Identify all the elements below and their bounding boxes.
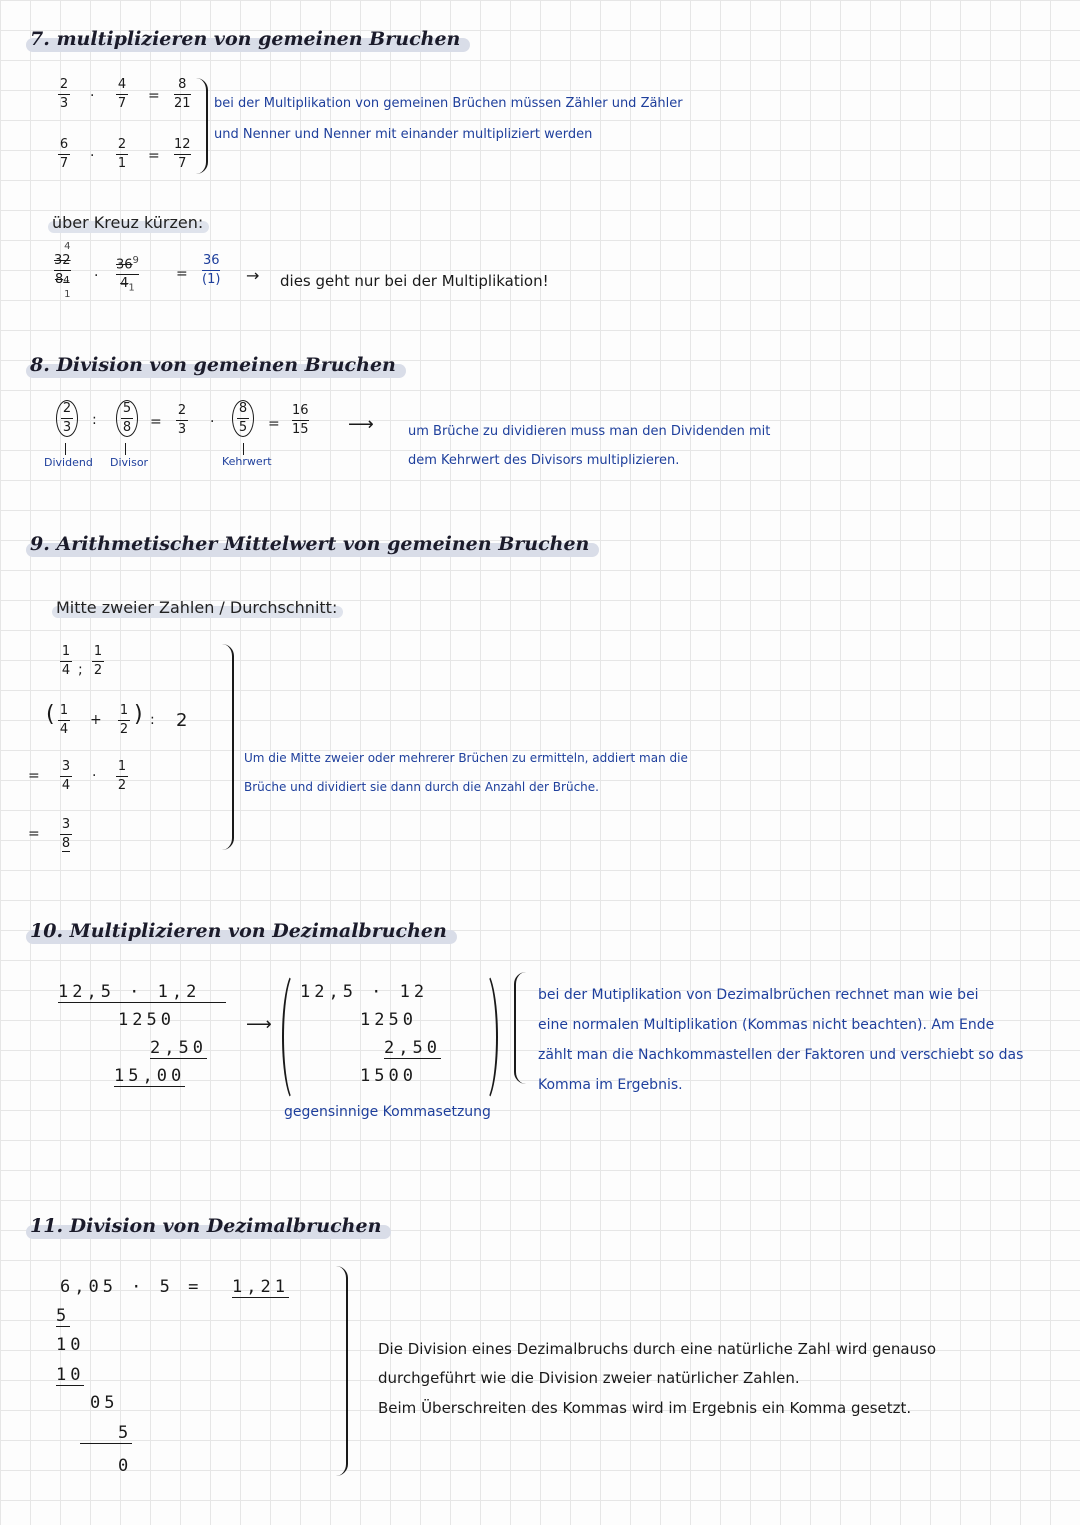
circled-fraction <box>116 400 138 437</box>
division-step: 5 <box>80 1423 132 1444</box>
division-note-line-1: um Brüche zu dividieren muss man den Dividenden mit <box>408 424 771 439</box>
operator: · <box>94 268 99 284</box>
numerator: 1 <box>119 703 129 718</box>
denominator: 1 <box>117 156 127 171</box>
rule-note-line-2: und Nenner und Nenner mit einander multipliziert werden <box>214 127 593 142</box>
numerator-digits: 36 <box>116 257 133 273</box>
denominator: 5 <box>238 420 248 435</box>
calc-line: 2,50 <box>384 1038 441 1058</box>
calc-line: 1250 <box>360 1010 417 1030</box>
curly-brace <box>514 972 526 1084</box>
kreuz-note: dies geht nur bei der Multiplikation! <box>280 272 549 290</box>
plus-operator: + <box>90 712 102 728</box>
denominator: 8 <box>61 836 71 851</box>
reduced-denominator: 1 <box>64 289 71 300</box>
denominator-mark: 4 <box>63 275 70 286</box>
section-9-title: 9. Arithmetischer Mittelwert von gemeinen Bruchen <box>26 533 595 556</box>
right-arrow-icon: ⟶ <box>348 414 374 435</box>
division-step: 10 <box>56 1365 85 1385</box>
calc-line: 2,50 <box>150 1038 207 1058</box>
fraction-8-21 <box>174 78 191 111</box>
numerator: 36 <box>202 253 220 268</box>
dezimal-mult-note-line-1: bei der Mutiplikation von Dezimalbrüchen rechnet man wie bei <box>538 987 979 1003</box>
mittelwert-subtitle: Mitte zweier Zahlen / Durchschnitt: <box>52 598 343 617</box>
numerator: 5 <box>122 401 132 416</box>
division-operator: : <box>150 712 155 728</box>
calc-line: 12,5 · 12 <box>300 982 429 1002</box>
fraction-1-4 <box>60 645 72 678</box>
fraction-dividend-2-3 <box>56 400 78 437</box>
circled-fraction <box>56 400 78 437</box>
fraction-1-2 <box>92 645 104 678</box>
dezimal-div-note-line-3: Beim Überschreiten des Kommas wird im Ergebnis ein Komma gesetzt. <box>378 1399 912 1417</box>
denominator-digit: 4 <box>120 276 129 292</box>
denominator: 8 <box>122 420 132 435</box>
operator: · <box>90 88 95 104</box>
denominator: 3 <box>177 422 187 437</box>
dezimal-mult-note-line-2: eine normalen Multiplikation (Kommas nicht beachten). Am Ende <box>538 1017 995 1033</box>
division-step: 5 <box>56 1306 71 1326</box>
numerator: 8 <box>178 77 187 92</box>
denominator-digit: 8 <box>54 272 64 287</box>
down-arrow-icon <box>243 443 244 455</box>
denominator <box>120 277 135 296</box>
label-dividend: Dividend <box>44 456 93 469</box>
calc-result: 1500 <box>360 1066 417 1086</box>
numerator <box>116 254 139 272</box>
dezimal-div-note-line-2: durchgeführt wie die Division zweier natürlicher Zahlen. <box>378 1369 800 1387</box>
curly-brace <box>196 78 208 174</box>
denominator: (1) <box>202 272 221 287</box>
denominator: 4 <box>59 722 69 737</box>
operator: · <box>92 768 97 784</box>
mittelwert-note-line-2: Brüche und dividiert sie dann durch die Anzahl der Brüche. <box>244 780 599 794</box>
calc-result: 15,00 <box>114 1066 186 1086</box>
denominator: 21 <box>174 96 191 111</box>
equals-sign: = <box>150 414 162 430</box>
fraction-1-2-b <box>118 704 130 737</box>
curly-brace <box>336 1266 348 1476</box>
numerator: 6 <box>59 137 69 152</box>
operator: · <box>90 148 95 164</box>
equals-sign: = <box>268 416 280 432</box>
division-step: 05 <box>90 1393 119 1413</box>
equals-sign: = <box>28 826 40 842</box>
division-head: 6,05 · 5 = <box>60 1277 203 1297</box>
equals-sign: = <box>28 768 40 784</box>
denominator <box>55 273 70 288</box>
fraction-2-1 <box>116 138 128 171</box>
dezimal-mult-note-line-3: zählt man die Nachkommastellen der Faktoren und verschiebt so das <box>538 1047 1024 1063</box>
section-8-title: 8. Division von gemeinen Bruchen <box>26 354 402 377</box>
reduced-denominator: 1 <box>128 282 135 294</box>
denominator: 4 <box>61 778 71 793</box>
section-10-title: 10. Multiplizieren von Dezimalbruchen <box>26 920 453 943</box>
right-arrow-icon: → <box>246 266 260 285</box>
kreuz-kuerzen-title: über Kreuz kürzen: <box>48 213 209 232</box>
numerator: 2 <box>59 77 69 92</box>
numerator: 3 <box>61 759 71 774</box>
fraction-2-3 <box>58 78 70 111</box>
dezimal-div-note-line-1: Die Division eines Dezimalbruchs durch eine natürliche Zahl wird genauso <box>378 1340 937 1358</box>
fraction-3-4 <box>60 760 72 793</box>
fraction-6-7 <box>58 138 70 171</box>
close-paren: ) <box>134 702 143 727</box>
rule-note-line-1: bei der Multiplikation von gemeinen Brüchen müssen Zähler und Zähler <box>214 96 683 111</box>
numerator: 32 <box>54 253 71 268</box>
label-divisor: Divisor <box>110 456 149 469</box>
close-paren <box>470 970 498 1104</box>
mittelwert-note-line-1: Um die Mitte zweier oder mehrerer Brüchen zu ermitteln, addiert man die <box>244 751 688 765</box>
fraction-crossed-36-4 <box>116 254 139 296</box>
denominator: 7 <box>59 156 69 171</box>
denominator: 7 <box>117 96 127 111</box>
operator: · <box>210 414 215 430</box>
numerator: 2 <box>177 403 187 418</box>
division-step: 0 <box>118 1456 133 1476</box>
denominator: 2 <box>93 663 103 678</box>
fraction-4-7 <box>116 78 128 111</box>
denominator: 7 <box>178 156 187 171</box>
numerator: 1 <box>61 644 71 659</box>
fraction-crossed-32-8 <box>54 240 71 302</box>
fraction-36-1 <box>202 254 220 287</box>
fraction-16-15 <box>292 404 309 437</box>
denominator: 2 <box>119 722 129 737</box>
denominator: 4 <box>61 663 71 678</box>
reduced-numerator: 4 <box>64 241 71 252</box>
equals-sign: = <box>176 266 188 282</box>
equals-sign: = <box>148 148 160 164</box>
label-kehrwert: Kehrwert <box>222 455 272 468</box>
separator: ; <box>78 662 83 678</box>
division-step: 10 <box>56 1335 85 1355</box>
division-result: 1,21 <box>232 1277 289 1297</box>
open-paren: ( <box>46 702 55 727</box>
fraction-divisor-5-8 <box>116 400 138 437</box>
denominator: 3 <box>62 420 72 435</box>
down-arrow-icon <box>65 443 66 455</box>
numerator: 16 <box>292 403 309 418</box>
denominator: 15 <box>292 422 309 437</box>
calc-line: 12,5 · 1,2 <box>58 982 226 1003</box>
fraction-12-7 <box>174 138 191 171</box>
dezimal-mult-note-line-4: Komma im Ergebnis. <box>538 1077 683 1093</box>
fraction-1-4-b <box>58 704 70 737</box>
numerator: 1 <box>59 703 69 718</box>
section-7-title: 7. multiplizieren von gemeinen Bruchen <box>26 28 466 51</box>
curly-brace <box>222 644 234 850</box>
numerator: 8 <box>238 401 248 416</box>
division-note-line-2: dem Kehrwert des Divisors multiplizieren. <box>408 453 680 468</box>
reduced-numerator: 9 <box>132 255 139 266</box>
divisor-value: 2 <box>176 710 188 731</box>
fraction-2-3-b <box>176 404 188 437</box>
numerator: 3 <box>61 817 71 832</box>
right-arrow-icon: ⟶ <box>246 1014 272 1035</box>
fraction-1-2-c <box>116 760 128 793</box>
down-arrow-icon <box>125 443 126 455</box>
equals-sign: = <box>148 88 160 104</box>
denominator: 2 <box>117 778 127 793</box>
circled-fraction <box>232 400 254 437</box>
numerator: 2 <box>62 401 72 416</box>
kommasetzung-caption: gegensinnige Kommasetzung <box>284 1104 491 1120</box>
calc-line: 1250 <box>118 1010 175 1030</box>
numerator: 4 <box>117 77 127 92</box>
division-operator: : <box>92 412 97 428</box>
section-11-title: 11. Division von Dezimalbruchen <box>26 1215 387 1238</box>
numerator: 1 <box>117 759 127 774</box>
numerator: 2 <box>117 137 127 152</box>
numerator: 1 <box>93 644 103 659</box>
numerator: 12 <box>174 137 191 152</box>
denominator: 3 <box>59 96 69 111</box>
fraction-kehrwert-8-5 <box>232 400 254 437</box>
fraction-result-3-8 <box>60 818 72 852</box>
